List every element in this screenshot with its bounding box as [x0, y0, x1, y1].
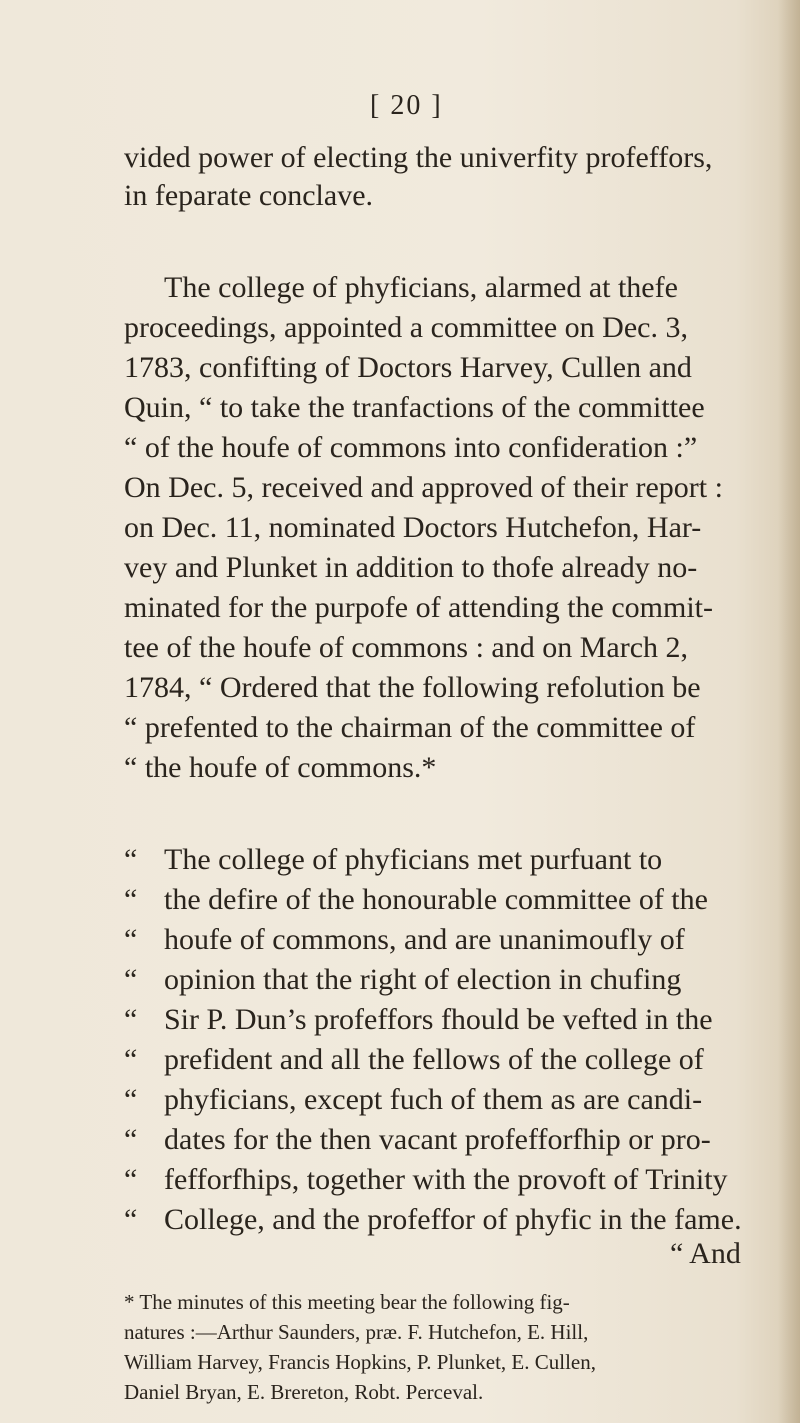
text-line: “ prefented to the chairman of the committee of [124, 711, 696, 744]
text-line: Quin, “ to take the tranfactions of the committee [124, 391, 705, 424]
page-edge-shadow [778, 0, 800, 1423]
quote-line: phyficians, except fuch of them as are candi- [164, 1083, 703, 1116]
quote-mark: “ [124, 843, 138, 876]
quote-mark: “ [124, 1163, 138, 1196]
footnote-line: * The minutes of this meeting bear the following fig- [124, 1290, 570, 1314]
quote-line: College, and the profeffor of phyfic in the fame. [164, 1203, 742, 1236]
text-line: vided power of electing the univerfity profeffors, [124, 141, 713, 174]
quote-line: fefforfhips, together with the provoft of Trinity [164, 1163, 728, 1196]
quote-mark: “ [124, 923, 138, 956]
footnote-line: natures :—Arthur Saunders, præ. F. Hutchefon, E. Hill, [124, 1320, 589, 1344]
text-line: “ of the houfe of commons into confideration :” [124, 431, 698, 464]
text-line: “ the houfe of commons.* [124, 751, 437, 784]
text-line: proceedings, appointed a committee on Dec. 3, [124, 311, 688, 344]
quote-line: Sir P. Dun’s profeffors fhould be vefted in the [164, 1003, 713, 1036]
footnote-line: William Harvey, Francis Hopkins, P. Plunket, E. Cullen, [124, 1350, 596, 1374]
text-line: minated for the purpofe of attending the commit- [124, 591, 713, 624]
quote-mark: “ [124, 1123, 138, 1156]
page-number: [ 20 ] [370, 90, 443, 121]
text-line: 1784, “ Ordered that the following refolution be [124, 671, 701, 704]
text-line: in feparate conclave. [124, 179, 374, 212]
quote-line: the defire of the honourable committee of the [164, 883, 708, 916]
text-line: 1783, confifting of Doctors Harvey, Cullen and [124, 351, 692, 384]
catchword: “ And [670, 1237, 741, 1270]
quote-line: The college of phyficians met purfuant to [164, 843, 663, 876]
text-line: tee of the houfe of commons : and on March 2, [124, 631, 689, 664]
quote-mark: “ [124, 963, 138, 996]
footnote-line: Daniel Bryan, E. Brereton, Robt. Perceval. [124, 1380, 484, 1404]
text-line: vey and Plunket in addition to thofe already no- [124, 551, 698, 584]
quote-mark: “ [124, 883, 138, 916]
quote-mark: “ [124, 1203, 138, 1236]
quote-line: dates for the then vacant profefforfhip or pro- [164, 1123, 711, 1156]
quote-line: prefident and all the fellows of the college of [164, 1043, 704, 1076]
quote-line: opinion that the right of election in chufing [164, 963, 682, 996]
text-line: on Dec. 11, nominated Doctors Hutchefon, Har- [124, 511, 702, 544]
quote-mark: “ [124, 1083, 138, 1116]
quote-line: houfe of commons, and are unanimoufly of [164, 923, 685, 956]
text-line: On Dec. 5, received and approved of their report : [124, 471, 723, 504]
text-line: The college of phyficians, alarmed at thefe [164, 271, 678, 304]
quote-mark: “ [124, 1043, 138, 1076]
quote-mark: “ [124, 1003, 138, 1036]
